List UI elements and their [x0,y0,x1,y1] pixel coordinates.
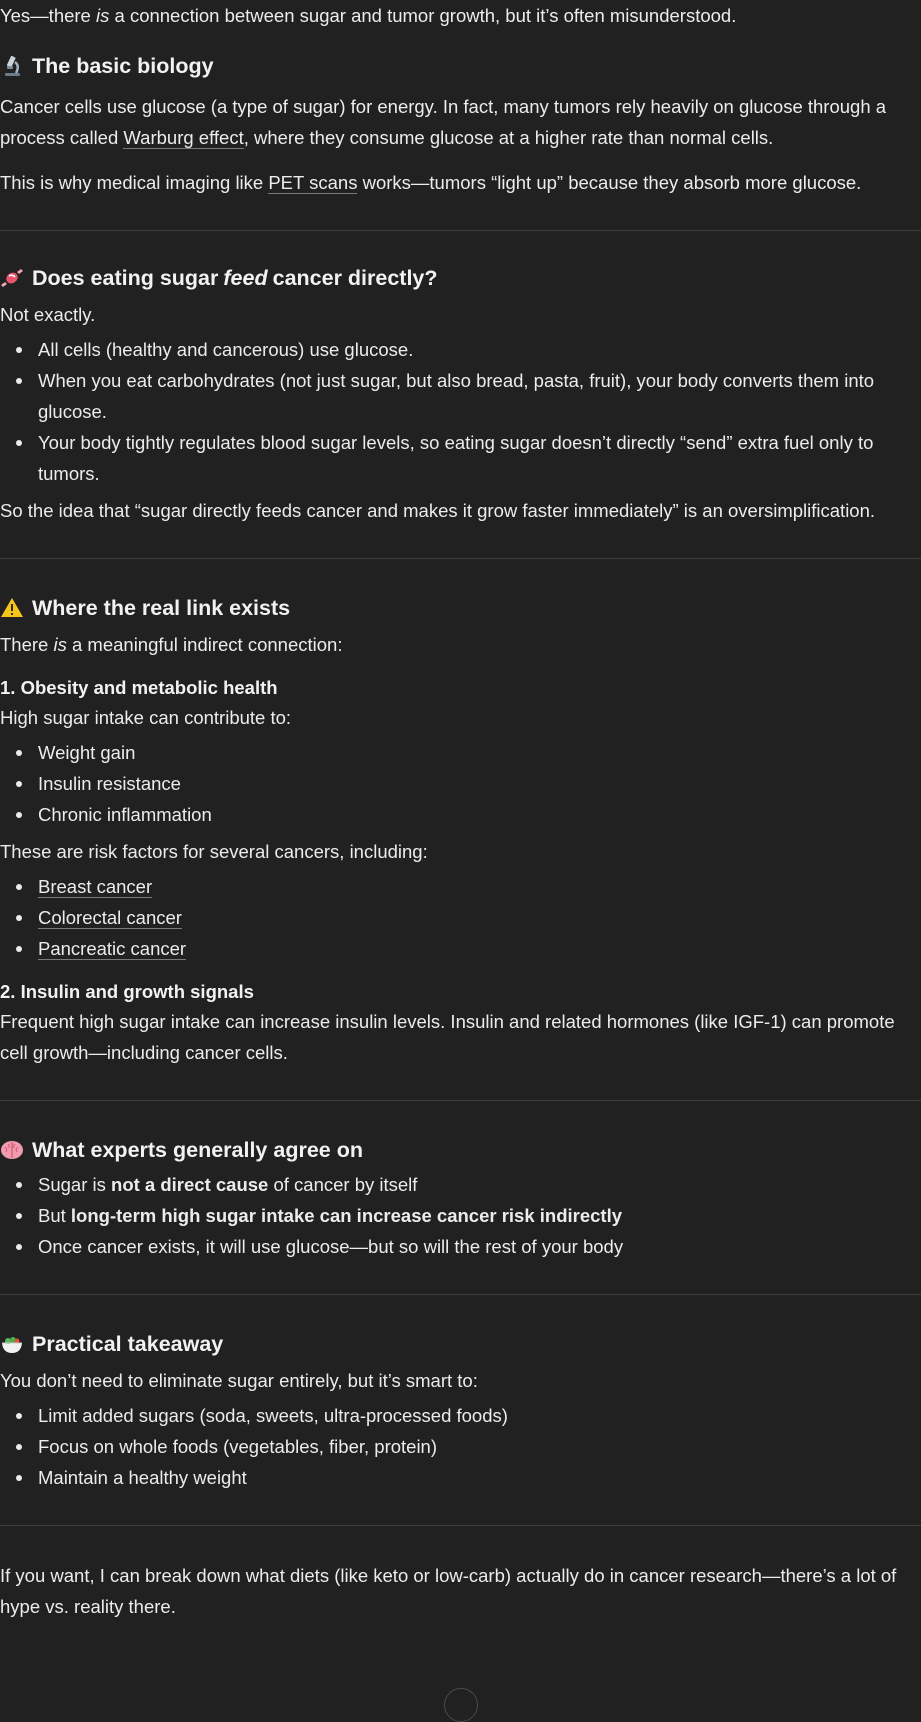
lead-text: Not exactly. [0,304,96,325]
brain-icon [0,1138,24,1162]
paragraph-text-end: works—tumors “light up” because they absorb more glucose. [357,172,862,193]
bullet-list [0,737,921,830]
lead-text: There [0,634,54,655]
section-title: Practical takeaway [32,1332,224,1356]
list-item [38,1200,921,1231]
list-item: Insulin resistance [38,768,921,799]
warning-icon [0,596,24,620]
list-item [38,933,921,964]
paragraph-text: Cancer cells use glucose (a type of sugar) for energy. In fact, many tumors rely heavily on glucose through a process called [0,96,887,148]
pet-scans-link[interactable]: PET scans [268,172,358,193]
subheading-obesity: 1. Obesity and metabolic health [0,677,278,698]
insulin-paragraph: Frequent high sugar intake can increase insulin levels. Insulin and related hormones (like IGF-1) can promote cell growth—including cancer cells. [0,1011,895,1063]
section-heading-experts [0,1135,921,1165]
section-divider [0,230,921,231]
closing-paragraph: So the idea that “sugar directly feeds cancer and makes it grow faster immediately” is an oversimplification. [0,500,876,521]
section-title: Where the real link exists [32,596,291,620]
lead-emphasis: is [53,634,67,655]
microscope-icon [0,54,24,78]
warburg-effect-link[interactable]: Warburg effect [123,127,244,148]
biology-paragraph-2 [0,167,921,198]
intro-paragraph [0,0,921,31]
breast-cancer-link[interactable]: Breast cancer [38,876,153,897]
list-item: Chronic inflammation [38,799,921,830]
intro-text-end: a connection between sugar and tumor growth, but it’s often misunderstood. [109,5,737,26]
scroll-to-bottom-button[interactable] [444,1688,478,1722]
section-title-end: cancer directly? [272,266,438,290]
section-divider [0,1294,921,1295]
bullet-list [0,334,921,489]
section-heading-takeaway [0,1329,921,1359]
pancreatic-cancer-link[interactable]: Pancreatic cancer [38,938,187,959]
list-item [38,902,921,933]
cancer-links-list [0,871,921,964]
colorectal-cancer-link[interactable]: Colorectal cancer [38,907,182,928]
section-divider [0,1525,921,1526]
list-item: Weight gain [38,737,921,768]
section-divider [0,558,921,559]
section-heading-real-link [0,593,921,623]
section-heading-basic-biology [0,51,921,81]
intro-text: Yes—there [0,5,96,26]
intro-emphasis: is [96,5,110,26]
list-item [38,871,921,902]
bullet-list [0,1400,921,1493]
lead-text: High sugar intake can contribute to: [0,707,292,728]
section-title: What experts generally agree on [32,1138,363,1162]
subheading-insulin: 2. Insulin and growth signals [0,981,254,1002]
list-item: All cells (healthy and cancerous) use glucose. [38,334,921,365]
list-item: Once cancer exists, it will use glucose—but so will the rest of your body [38,1231,921,1262]
list-item: Maintain a healthy weight [38,1462,921,1493]
list-item: Your body tightly regulates blood sugar levels, so eating sugar doesn’t directly “send” extra fuel only to tumors. [38,427,921,489]
candy-icon [0,266,24,290]
lead-paragraph [0,629,921,660]
item-bold: not a direct cause [111,1174,269,1195]
item-text-end: of cancer by itself [268,1174,418,1195]
section-heading-sugar-feed [0,263,921,293]
paragraph-text-end: , where they consume glucose at a higher rate than normal cells. [243,127,774,148]
paragraph-text: This is why medical imaging like [0,172,269,193]
list-item [38,1169,921,1200]
item-bold: long-term high sugar intake can increase cancer risk indirectly [70,1205,623,1226]
lead-text-end: a meaningful indirect connection: [66,634,343,655]
section-divider [0,1100,921,1101]
section-title: Does eating sugar [32,266,219,290]
lead-text: These are risk factors for several cancers, including: [0,841,428,862]
section-title: The basic biology [32,54,214,78]
lead-text: You don’t need to eliminate sugar entirely, but it’s smart to: [0,1370,478,1391]
item-text: But [38,1205,71,1226]
list-item: When you eat carbohydrates (not just sugar, but also bread, pasta, fruit), your body converts them into glucose. [38,365,921,427]
bullet-list [0,1169,921,1262]
biology-paragraph-1 [0,91,921,153]
list-item: Focus on whole foods (vegetables, fiber, protein) [38,1431,921,1462]
section-title-emphasis: feed [223,266,268,290]
salad-icon [0,1332,24,1356]
item-text: Sugar is [38,1174,112,1195]
closing-paragraph: If you want, I can break down what diets (like keto or low-carb) actually do in cancer research—there’s a lot of hype vs. reality there. [0,1565,897,1617]
list-item: Limit added sugars (soda, sweets, ultra-processed foods) [38,1400,921,1431]
